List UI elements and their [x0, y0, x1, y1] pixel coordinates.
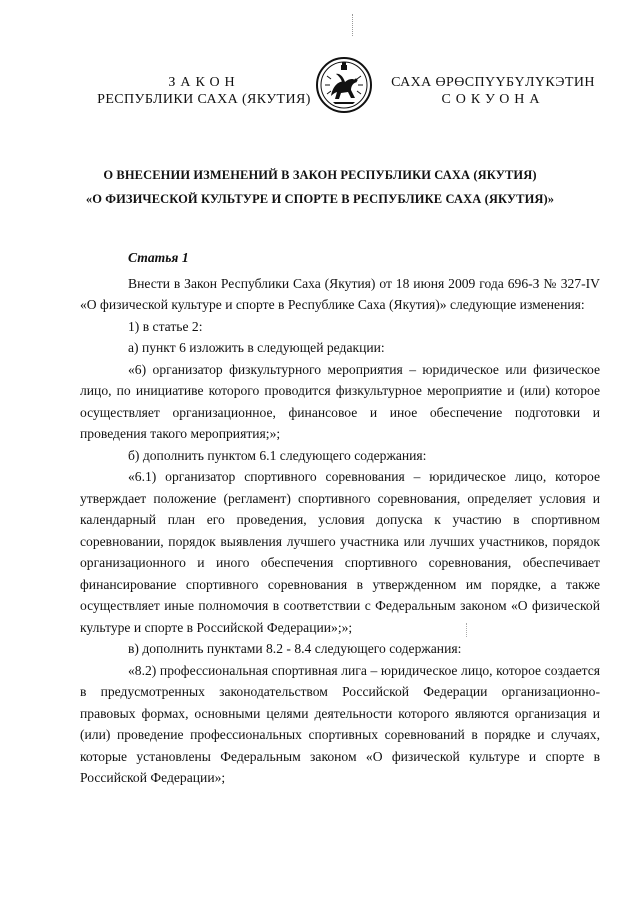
- paragraph: Внести в Закон Республики Саха (Якутия) от 18 июня 2009 года 696-З № 327-IV «О физической культуре и спорте в Республике Саха (Якутия)» следующие изменения:: [80, 275, 600, 312]
- paragraph: «6.1) организатор спортивного соревнования – юридическое лицо, которое утверждает положение (регламент) спортивного соревнования, определяет условия и календарный план его проведения, условия допуска к участию в спортивном соревновании, порядок выявления лучшего участника или лучших участников, порядок организационного и иного обеспечения спортивного соревнования, обеспечивает финансирование спортивного соревнования в утвержденном им порядке, а также осуществляет иные полномочия в соответствии с Федеральным законом «О физической культуре и спорте в Российской Федерации»;»;: [80, 469, 600, 635]
- header-left-title: ЗАКОН: [168, 75, 240, 90]
- header-right-subtitle: СОКУОНА: [441, 92, 545, 107]
- title-line-2: «О ФИЗИЧЕСКОЙ КУЛЬТУРЕ И СПОРТЕ В РЕСПУБЛИКЕ САХА (ЯКУТИЯ)»: [85, 192, 555, 206]
- paragraph: б) дополнить пунктом 6.1 следующего содержания:: [128, 447, 427, 463]
- header-right-title: САХА ӨРӨСПҮҮБҮЛҮКЭТИН: [391, 75, 595, 90]
- paragraph: а) пункт 6 изложить в следующей редакции:: [128, 340, 385, 355]
- header-right: [376, 74, 610, 108]
- sakha-emblem-icon: [315, 56, 373, 114]
- document-body: [80, 247, 600, 789]
- article-heading: Статья 1: [128, 250, 189, 265]
- document-title: [60, 163, 580, 211]
- title-line-1: О ВНЕСЕНИИ ИЗМЕНЕНИЙ В ЗАКОН РЕСПУБЛИКИ САХА (ЯКУТИЯ): [103, 168, 537, 182]
- paragraph: «8.2) профессиональная спортивная лига – юридическое лицо, которое создается в предусмотренных законодательством Российской Федерации организационно-правовых формах, основными целями деятельности которого являются организация и (или) проведение профессиональных спортивных соревнований в порядке и случаях, которые установлены Федеральным законом «О физической культуре и спорте в Российской Федерации»;: [80, 662, 600, 785]
- scan-mark: [352, 14, 354, 36]
- paragraph: 1) в статье 2:: [128, 318, 203, 334]
- paragraph: «6) организатор физкультурного мероприятия – юридическое или физическое лицо, по инициативе которого проводится физкультурное мероприятие и (или) которое осуществляет организационное, финансовое и иное обеспечение подготовки и проведения такого мероприятия;»;: [80, 361, 600, 441]
- scan-mark: [466, 623, 468, 637]
- header-left: [88, 74, 320, 108]
- paragraph: в) дополнить пунктами 8.2 - 8.4 следующего содержания:: [128, 641, 462, 656]
- header-left-subtitle: РЕСПУБЛИКИ САХА (ЯКУТИЯ): [97, 92, 311, 107]
